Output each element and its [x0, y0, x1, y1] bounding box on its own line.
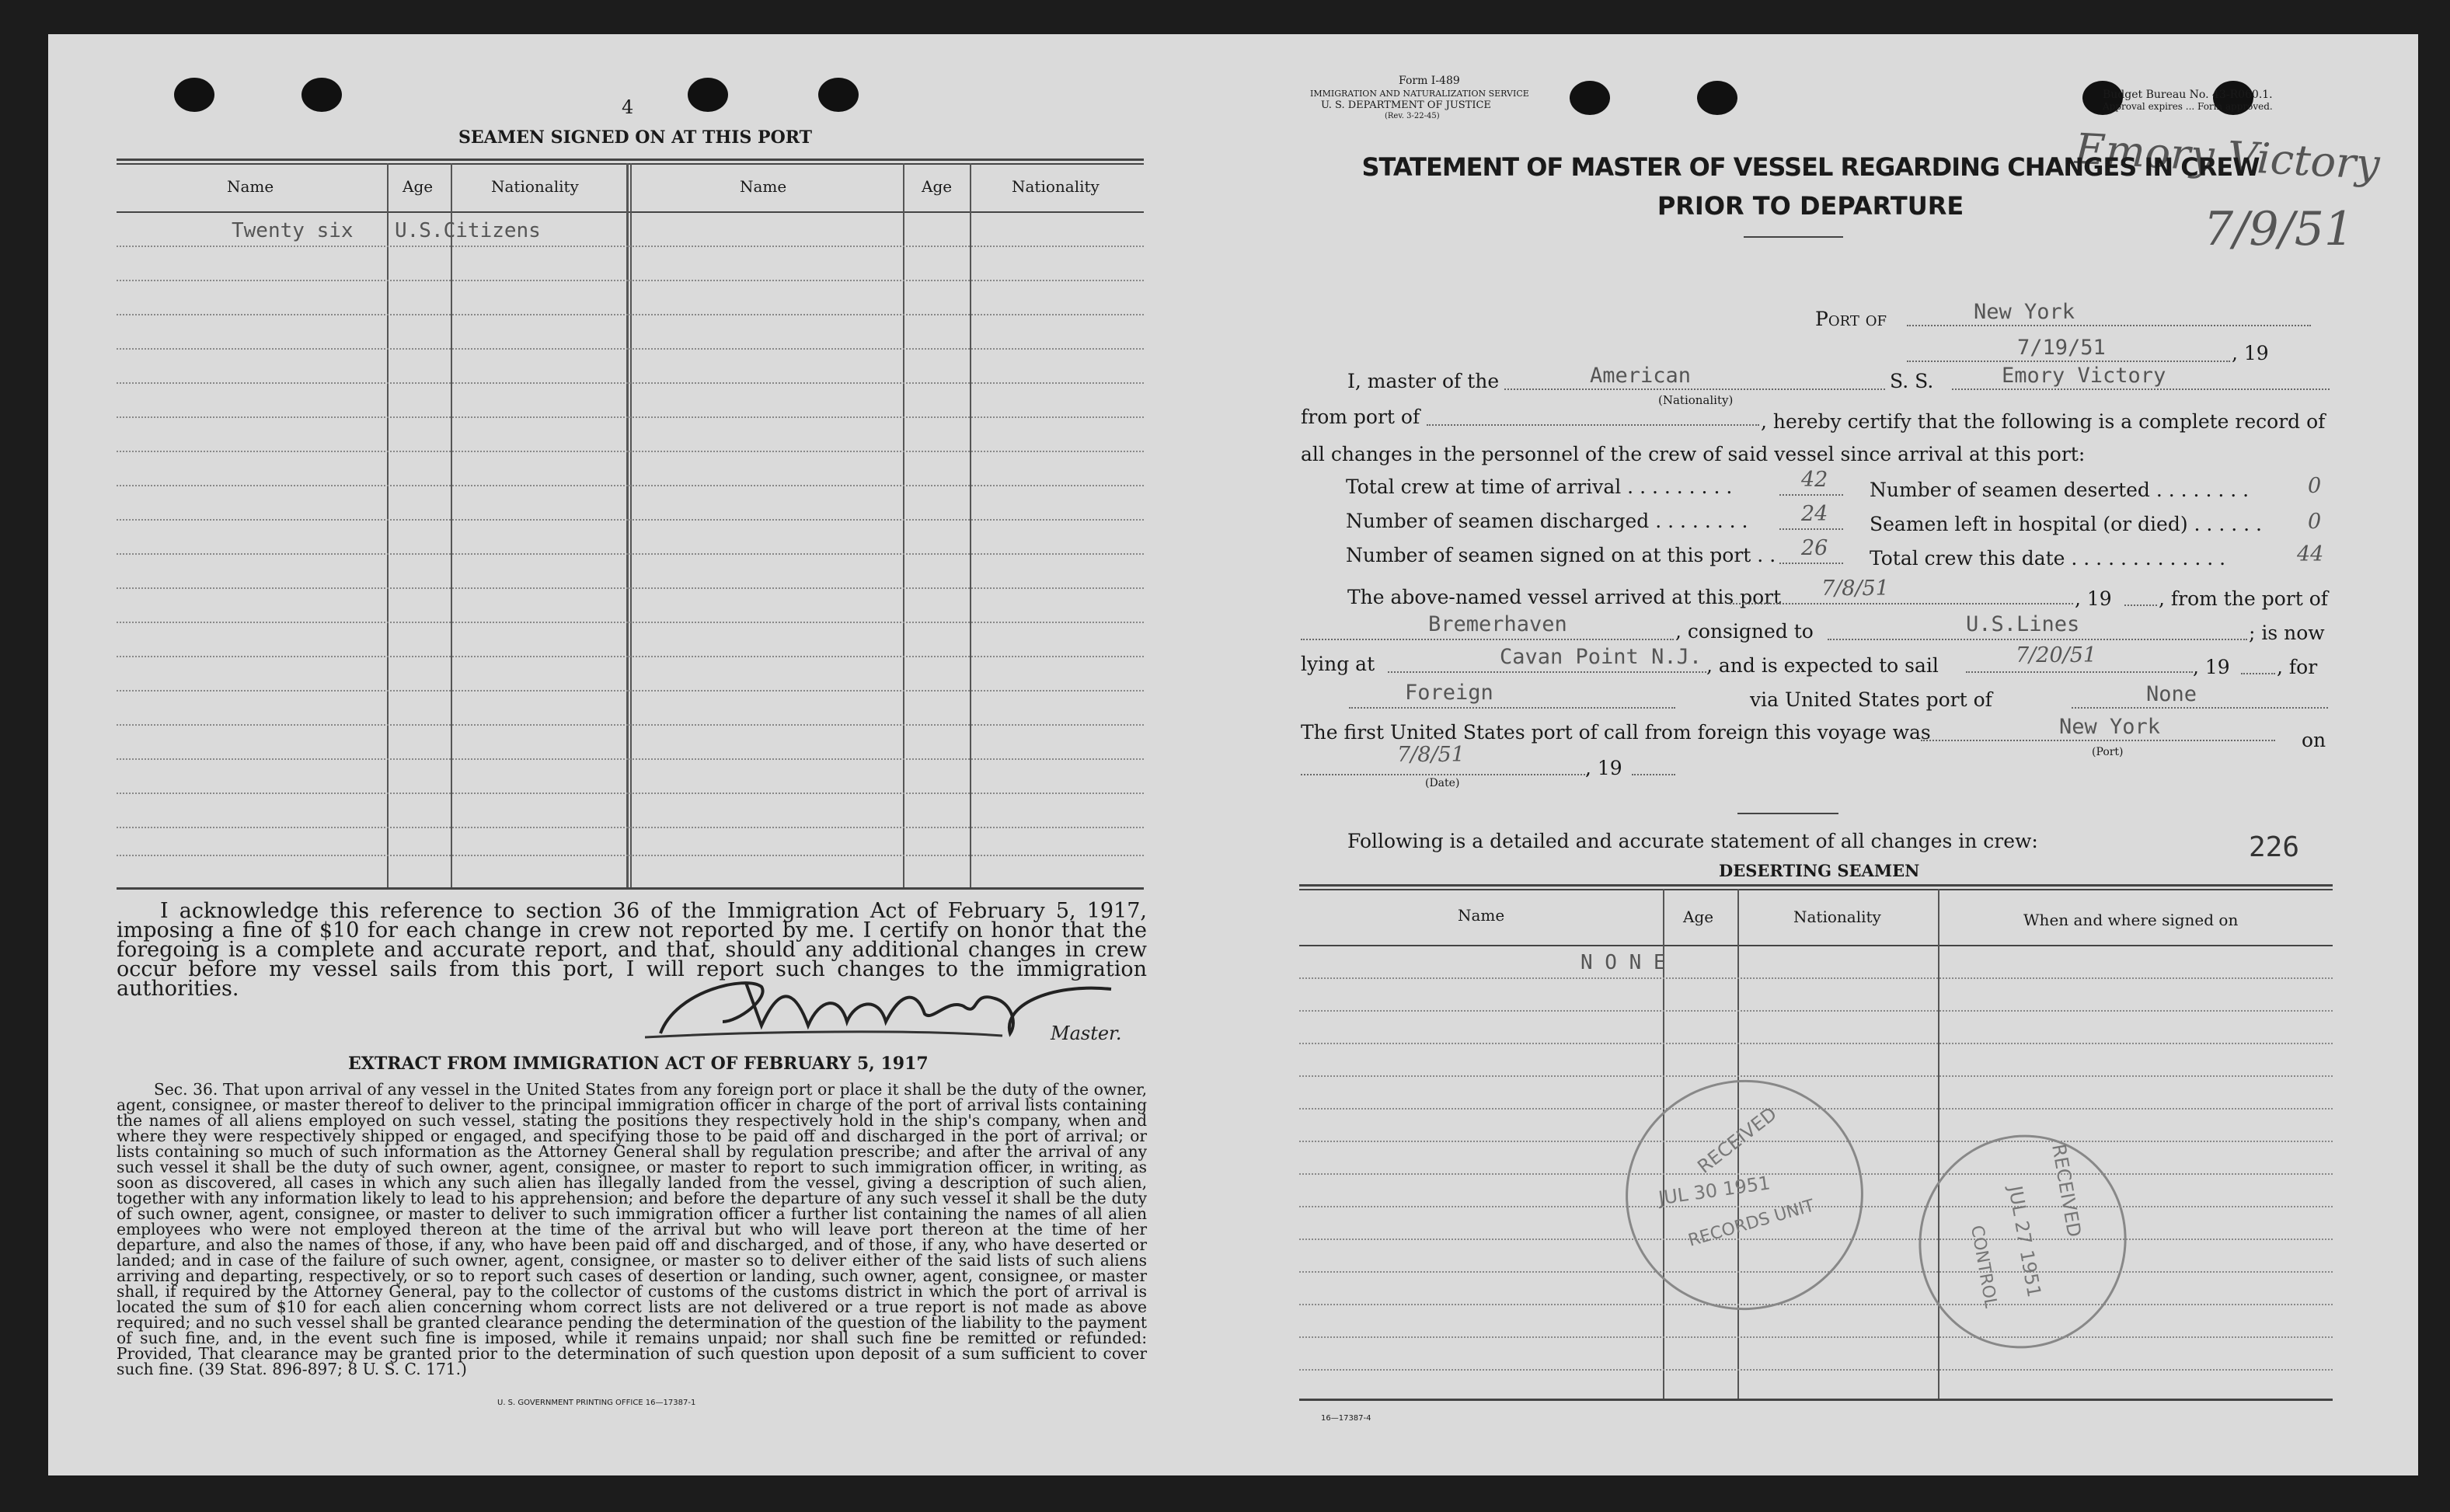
on-label: on: [2302, 729, 2326, 751]
deserting-seamen-title: DESERTING SEAMEN: [1719, 861, 1920, 880]
from-port-label: from port of: [1301, 406, 1420, 428]
handwritten-date: 7/9/51: [2204, 202, 2354, 256]
punch-hole: [1697, 81, 1737, 115]
destination-value: Foreign: [1405, 681, 1493, 705]
form-subtitle: PRIOR TO DEPARTURE: [1657, 191, 1964, 221]
hospital-value: 0: [2308, 510, 2322, 534]
column-header-name: Name: [740, 177, 787, 196]
column-header-age: Age: [922, 177, 953, 196]
arrived-date: 7/8/51: [1821, 577, 1889, 601]
page-number: 4: [622, 96, 634, 118]
seamen-deserted-label: Number of seamen deserted . . . . . . . .: [1870, 479, 2250, 501]
total-crew-label: Total crew this date . . . . . . . . . . . . .: [1870, 547, 2226, 570]
certification-paragraph: I acknowledge this reference to section 36 of the Immigration Act of February 5, 1917, imposing a fine of $10 for each change in crew not reported by me. I certify on honor that the foregoing is a complete and accurate report, and that, should any additional changes in crew occur before my vessel sails from this port, I will report such changes to the immigration authorities.: [117, 899, 1147, 1001]
crew-at-arrival-label: Total crew at time of arrival . . . . . . . . .: [1346, 476, 1733, 498]
extract-title: EXTRACT FROM IMMIGRATION ACT OF FEBRUARY 5, 1917: [348, 1054, 929, 1074]
port-of-label: Port of: [1815, 308, 1887, 330]
row-nationality-value: U.S.Citizens: [395, 219, 541, 242]
expected-sail-date: 7/20/51: [2016, 643, 2097, 667]
row-name-value: Twenty six: [232, 219, 354, 242]
handwritten-vessel-name: Emory Victory: [2073, 124, 2382, 190]
deserting-none-value: N O N E: [1580, 951, 1666, 974]
seamen-deserted-value: 0: [2308, 474, 2322, 498]
year-prefix: , 19: [2232, 342, 2269, 364]
stamp-control: CONTROL: [1967, 1224, 2001, 1310]
column-header-age: Age: [1683, 908, 1714, 926]
master-label: Master.: [1051, 1023, 1122, 1044]
punch-hole: [688, 78, 728, 112]
budget-bureau-number: Budget Bureau No. 43-R060.1.: [2103, 89, 2273, 101]
signed-on-label: Number of seamen signed on at this port . .: [1346, 544, 1776, 566]
stamp-records-unit: RECORDS UNIT: [1685, 1196, 1817, 1251]
date-caption: (Date): [1425, 777, 1460, 789]
port-caption: (Port): [2092, 746, 2124, 758]
seamen-discharged-value: 24: [1801, 502, 1828, 526]
first-port-label: The first United States port of call from foreign this voyage was: [1301, 721, 1931, 744]
hospital-label: Seamen left in hospital (or died) . . . . . .: [1870, 513, 2262, 535]
stamp-date: JUL 27 1951: [2004, 1184, 2046, 1299]
left-printer-imprint: U. S. GOVERNMENT PRINTING OFFICE 16—17387-1: [497, 1399, 696, 1407]
consigned-to-value: U.S.Lines: [1966, 612, 2080, 636]
stamped-number: 226: [2249, 831, 2300, 863]
first-port-year: , 19: [1585, 757, 1622, 779]
form-revision: (Rev. 3-22-45): [1385, 112, 1440, 120]
arrival-port: Bremerhaven: [1428, 612, 1567, 636]
form-title: STATEMENT OF MASTER OF VESSEL REGARDING CHANGES IN CREW: [1361, 152, 2260, 182]
form-approval: Approval expires ... Form approved.: [2103, 101, 2273, 112]
arrived-year: , 19: [2075, 587, 2112, 610]
arrived-label: The above-named vessel arrived at this port: [1347, 586, 1782, 608]
nationality-caption: (Nationality): [1658, 393, 1734, 407]
form-number: Form I-489: [1399, 75, 1460, 87]
via-value: None: [2146, 682, 2197, 706]
statement-date: 7/19/51: [2017, 336, 2106, 360]
column-header-name: Name: [1458, 906, 1505, 925]
total-crew-value: 44: [2297, 542, 2324, 566]
seamen-discharged-label: Number of seamen discharged . . . . . . . .: [1346, 510, 1748, 532]
stamp-received: RECEIVED: [1693, 1103, 1781, 1178]
signed-on-value: 26: [1801, 536, 1828, 560]
is-now-label: ; is now: [2249, 622, 2325, 644]
column-header-age: Age: [403, 177, 434, 196]
stamp-received: RECEIVED: [2047, 1142, 2086, 1239]
column-header-nationality: Nationality: [1793, 908, 1881, 926]
department-name: U. S. DEPARTMENT OF JUSTICE: [1321, 99, 1491, 111]
via-label: via United States port of: [1750, 688, 1992, 711]
following-statement: Following is a detailed and accurate statement of all changes in crew:: [1347, 830, 2038, 852]
expected-year: , 19: [2193, 656, 2230, 678]
stamp-date: JUL 30 1951: [1657, 1172, 1772, 1210]
ss-label: S. S.: [1890, 370, 1934, 392]
lying-at-value: Cavan Point N.J.: [1500, 645, 1702, 669]
punch-hole: [1570, 81, 1610, 115]
master-of-the-label: I, master of the: [1347, 370, 1500, 392]
right-printer-imprint: 16—17387-4: [1321, 1414, 1371, 1423]
consigned-to-label: , consigned to: [1675, 620, 1814, 643]
left-page-title: SEAMEN SIGNED ON AT THIS PORT: [458, 127, 812, 148]
punch-hole: [818, 78, 859, 112]
column-header-nationality: Nationality: [491, 177, 579, 196]
lying-at-label: lying at: [1301, 653, 1375, 675]
column-header-nationality: Nationality: [1012, 177, 1100, 196]
port-of-value: New York: [1974, 300, 2075, 324]
from-the-port-of-label: , from the port of: [2159, 587, 2328, 610]
column-header-name: Name: [227, 177, 274, 196]
extract-text: Sec. 36. That upon arrival of any vessel in the United States from any foreign port or place it shall be the duty of the owner, agent, consignee, or master thereof to deliver to the principal immigration officer in charge of the port of arrival lists containing the names of all aliens employed on such vessel, stating the positions they respectively hold in the ship's company, when and where they were respectively shipped or engaged, and specifying those to be paid off and discharged in the port of arrival; or lists containing so much of such information as the Attorney General shall by regulation prescribe; and after the arrival of any such vessel it shall be the duty of such owner, agent, consignee, or master to report to such immigration officer, in writing, as soon as discovered, all cases in which any such alien has illegally landed from the vessel, giving a description of such alien, together with any information likely to lead to his apprehension; and before the departure of any such vessel it shall be the duty of such owner, agent, consignee, or master to deliver to such immigration officer a further list containing the names of all alien employees who were not employed thereon at the time of the arrival but who will leave port thereon at the time of her departure, and also the names of those, if any, who have been paid off and discharged, and of those, if any, who have deserted or landed; and in case of the failure of such owner, agent, consignee, or master so to deliver either of the said lists of such aliens arriving and departing, respectively, or so to report such cases of desertion or landing, such owner, agent, consignee, or master shall, if required by the Attorney General, pay to the collector of customs of the customs district in which the port of arrival is located the sum of $10 for each alien concerning whom correct lists are not delivered or a true report is not made as above required; and no such vessel shall be granted clearance pending the determination of the question of the liability to the payment of such fine, and, in the event such fine is imposed, while it remains unpaid; nor shall such fine be remitted or refunded: Provided, That clearance may be granted prior to the determination of such question upon deposit of a sum sufficient to cover such fine. (39 Stat. 896-897; 8 U. S. C. 171.): [117, 1080, 1147, 1378]
certify-text: , hereby certify that the following is a complete record of: [1761, 410, 2326, 433]
expected-to-sail-label: , and is expected to sail: [1706, 654, 1939, 677]
first-port-value: New York: [2059, 715, 2161, 739]
vessel-name: Emory Victory: [2002, 364, 2166, 388]
column-header-when-where: When and where signed on: [2023, 911, 2239, 929]
crew-at-arrival-value: 42: [1801, 468, 1828, 492]
for-label: , for: [2277, 656, 2318, 678]
agency-name: IMMIGRATION AND NATURALIZATION SERVICE: [1310, 89, 1529, 99]
punch-hole: [301, 78, 342, 112]
first-port-date: 7/8/51: [1397, 743, 1465, 767]
vessel-nationality: American: [1590, 364, 1692, 388]
certify-text-continued: all changes in the personnel of the crew of said vessel since arrival at this port:: [1301, 443, 2086, 465]
punch-hole: [174, 78, 214, 112]
